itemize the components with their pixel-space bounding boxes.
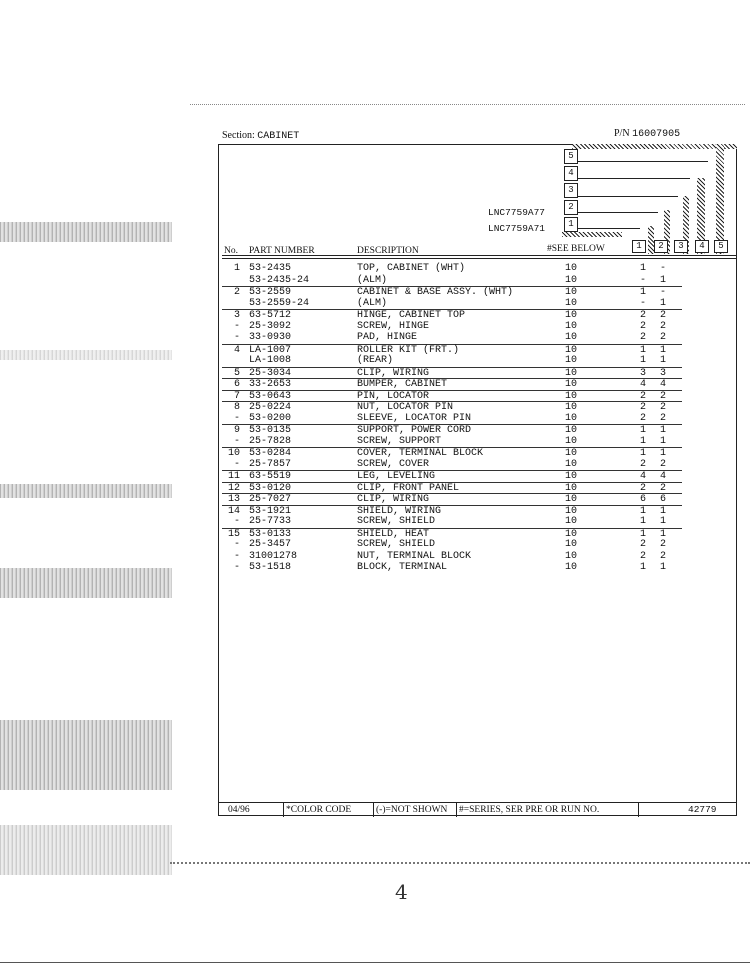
see-below-code: 10: [565, 425, 578, 436]
description: SCREW, HINGE: [357, 320, 430, 332]
qty-model-2: 1: [660, 528, 667, 540]
item-number: 4: [234, 344, 241, 356]
see-below-code: 10: [565, 287, 578, 298]
qty-model-1: -: [640, 297, 647, 309]
part-number: 63-5712: [249, 310, 292, 321]
qty-model-1: 1: [640, 263, 647, 274]
part-number: 53-2559: [249, 287, 292, 298]
see-below-code: 10: [565, 494, 578, 505]
stair-line: [578, 196, 678, 197]
table-row: [222, 321, 682, 333]
see-below-code: 10: [565, 355, 578, 366]
scan-noise-strip: [0, 825, 172, 875]
item-number: -: [234, 332, 241, 343]
part-number: 53-2435-24: [249, 274, 310, 286]
description: TOP, CABINET (WHT): [357, 263, 466, 274]
item-number: 6: [234, 379, 241, 390]
part-number: 25-3457: [249, 539, 292, 550]
see-below-code: 10: [565, 412, 578, 424]
description: (REAR): [357, 355, 394, 366]
scan-noise-strip: [0, 720, 172, 790]
table-row: [222, 551, 682, 563]
item-number: -: [234, 412, 241, 424]
footer-series: #=SERIES, SER PRE OR RUN NO.: [459, 805, 600, 815]
see-below-code: 10: [565, 516, 578, 527]
description: COVER, TERMINAL BLOCK: [357, 448, 484, 459]
qty-model-1: 2: [640, 310, 647, 321]
description: CLIP, FRONT PANEL: [357, 482, 460, 494]
section-label: [222, 130, 299, 142]
description: SLEEVE, LOCATOR PIN: [357, 412, 472, 424]
qty-model-2: 1: [660, 355, 667, 366]
qty-model-1: 1: [640, 562, 647, 573]
qty-model-2: 2: [660, 482, 667, 494]
see-below-code: 10: [565, 448, 578, 459]
description: CLIP, WIRING: [357, 494, 430, 505]
qty-model-2: 1: [660, 344, 667, 356]
part-number: 33-2653: [249, 379, 292, 390]
table-row: [222, 413, 682, 425]
table-row: [222, 459, 682, 471]
column-header-no: No.: [224, 246, 238, 256]
part-number: LA-1007: [249, 344, 292, 356]
variant-column-number: 3: [674, 240, 688, 253]
qty-model-1: 1: [640, 355, 647, 366]
footer-date: 04/96: [228, 805, 250, 815]
table-row: [222, 332, 682, 344]
see-below-code: 10: [565, 402, 578, 413]
item-number: 11: [228, 471, 241, 482]
qty-model-2: -: [660, 287, 667, 298]
item-number: 5: [234, 367, 241, 379]
qty-model-1: 1: [640, 448, 647, 459]
see-below-code: 10: [565, 435, 578, 447]
description: PIN, LOCATOR: [357, 390, 430, 402]
column-header-see-below: #SEE BELOW: [547, 244, 605, 254]
footer-not-shown: (-)=NOT SHOWN: [376, 805, 448, 815]
see-below-code: 10: [565, 310, 578, 321]
qty-model-2: 1: [660, 274, 667, 286]
qty-model-2: 2: [660, 320, 667, 332]
qty-model-1: 1: [640, 528, 647, 540]
qty-model-1: 2: [640, 320, 647, 332]
footer-divider: [373, 803, 374, 817]
item-number: 7: [234, 390, 241, 402]
qty-model-1: -: [640, 274, 647, 286]
part-number: 53-2559-24: [249, 297, 310, 309]
item-number: -: [234, 458, 241, 470]
description: SCREW, SHIELD: [357, 539, 436, 550]
description: BLOCK, TERMINAL: [357, 562, 448, 573]
item-number: -: [234, 320, 241, 332]
page-bottom-edge: [170, 862, 750, 864]
qty-model-1: 2: [640, 402, 647, 413]
stair-number-box: 2: [564, 200, 578, 215]
part-number: 53-0133: [249, 528, 292, 540]
header-rule: [222, 255, 737, 256]
qty-model-1: 1: [640, 344, 647, 356]
item-number: -: [234, 435, 241, 447]
see-below-code: 10: [565, 505, 578, 517]
part-number: 25-3034: [249, 367, 292, 379]
scan-noise-strip: [0, 568, 172, 598]
qty-model-1: 3: [640, 367, 647, 379]
description: SCREW, COVER: [357, 458, 430, 470]
scan-noise-strip: [0, 484, 172, 498]
qty-model-1: 1: [640, 425, 647, 436]
part-number: 33-0930: [249, 332, 292, 343]
footer-divider: [638, 803, 639, 817]
scan-noise-strip: [0, 222, 172, 242]
footer-divider: [456, 803, 457, 817]
model-label: LNC7759A77: [488, 207, 546, 218]
table-row: [222, 263, 682, 275]
qty-model-2: 6: [660, 494, 667, 505]
item-number: 8: [234, 402, 241, 413]
model-label: LNC7759A71: [488, 223, 546, 234]
qty-model-2: 1: [660, 435, 667, 447]
qty-model-1: 2: [640, 332, 647, 343]
qty-model-2: 2: [660, 332, 667, 343]
qty-model-1: 2: [640, 412, 647, 424]
item-number: -: [234, 550, 241, 562]
part-number: 25-0224: [249, 402, 292, 413]
item-number: 9: [234, 425, 241, 436]
description: SCREW, SHIELD: [357, 516, 436, 527]
variant-column-number: 2: [654, 240, 668, 253]
description: LEG, LEVELING: [357, 471, 436, 482]
column-header-description: DESCRIPTION: [357, 246, 419, 256]
pn-value: 16007905: [632, 129, 681, 140]
item-number: 1: [234, 263, 241, 274]
qty-model-2: 2: [660, 402, 667, 413]
description: HINGE, CABINET TOP: [357, 310, 466, 321]
qty-model-1: 2: [640, 482, 647, 494]
stair-hatch: [572, 144, 737, 149]
qty-model-2: 1: [660, 425, 667, 436]
stair-line: [578, 212, 658, 213]
see-below-code: 10: [565, 539, 578, 550]
variant-column-number: 5: [714, 240, 728, 253]
qty-model-1: 1: [640, 287, 647, 298]
handwritten-page-mark: 4: [395, 880, 408, 904]
qty-model-1: 1: [640, 435, 647, 447]
see-below-code: 10: [565, 344, 578, 356]
qty-model-2: 1: [660, 505, 667, 517]
qty-model-1: 4: [640, 379, 647, 390]
item-number: -: [234, 516, 241, 527]
description: ROLLER KIT (FRT.): [357, 344, 460, 356]
table-row: [222, 562, 682, 574]
table-row: [222, 516, 682, 528]
stair-hatch: [716, 144, 724, 254]
stair-line: [578, 178, 690, 179]
part-number-header: [614, 128, 680, 140]
part-number: 25-7027: [249, 494, 292, 505]
section-value: CABINET: [257, 131, 300, 142]
see-below-code: 10: [565, 332, 578, 343]
legend-footer: [218, 802, 737, 817]
qty-model-2: 2: [660, 539, 667, 550]
part-number: 63-5519: [249, 471, 292, 482]
table-row: [222, 355, 682, 367]
description: SCREW, SUPPORT: [357, 435, 442, 447]
footer-divider: [283, 803, 284, 817]
table-row: [222, 298, 682, 310]
see-below-code: 10: [565, 528, 578, 540]
part-number: 31001278: [249, 550, 298, 562]
section-label-text: Section:: [222, 130, 255, 141]
see-below-code: 10: [565, 274, 578, 286]
see-below-code: 10: [565, 263, 578, 274]
qty-model-1: 2: [640, 539, 647, 550]
item-number: -: [234, 539, 241, 550]
description: NUT, LOCATOR PIN: [357, 402, 454, 413]
qty-model-2: 1: [660, 297, 667, 309]
part-number: 53-1518: [249, 562, 292, 573]
qty-model-2: 4: [660, 379, 667, 390]
description: BUMPER, CABINET: [357, 379, 448, 390]
item-number: 10: [228, 448, 241, 459]
qty-model-2: 2: [660, 412, 667, 424]
description: CABINET & BASE ASSY. (WHT): [357, 287, 514, 298]
see-below-code: 10: [565, 550, 578, 562]
qty-model-1: 2: [640, 550, 647, 562]
variant-column-number: 1: [632, 240, 646, 253]
item-number: 15: [228, 528, 241, 540]
scan-footer-line: [0, 962, 750, 963]
stair-number-box: 3: [564, 183, 578, 198]
qty-model-2: 1: [660, 516, 667, 527]
stair-line: [578, 228, 640, 229]
scan-noise-strip: [0, 350, 172, 360]
description: PAD, HINGE: [357, 332, 418, 343]
item-number: 3: [234, 310, 241, 321]
qty-model-2: 2: [660, 550, 667, 562]
page-top-edge: [190, 104, 745, 105]
part-number: 25-7733: [249, 516, 292, 527]
qty-model-1: 6: [640, 494, 647, 505]
qty-model-1: 1: [640, 505, 647, 517]
part-number: 53-0200: [249, 412, 292, 424]
see-below-code: 10: [565, 320, 578, 332]
part-number: 53-0643: [249, 390, 292, 402]
item-number: 12: [228, 482, 241, 494]
description: (ALM): [357, 297, 388, 309]
part-number: 25-7828: [249, 435, 292, 447]
see-below-code: 10: [565, 379, 578, 390]
description: SUPPORT, POWER CORD: [357, 425, 472, 436]
description: SHIELD, WIRING: [357, 505, 442, 517]
footer-doc-number: 42779: [688, 804, 717, 815]
stair-hatch: [562, 232, 622, 237]
qty-model-2: 1: [660, 448, 667, 459]
part-number: 53-1921: [249, 505, 292, 517]
pn-label: P/N: [614, 128, 630, 139]
description: SHIELD, HEAT: [357, 528, 430, 540]
table-row: [222, 436, 682, 448]
see-below-code: 10: [565, 471, 578, 482]
item-number: 2: [234, 287, 241, 298]
qty-model-1: 4: [640, 471, 647, 482]
part-number: 53-2435: [249, 263, 292, 274]
part-number: 25-7857: [249, 458, 292, 470]
see-below-code: 10: [565, 562, 578, 573]
see-below-code: 10: [565, 482, 578, 494]
item-number: 14: [228, 505, 241, 517]
description: CLIP, WIRING: [357, 367, 430, 379]
item-number: -: [234, 562, 241, 573]
see-below-code: 10: [565, 367, 578, 379]
stair-number-box: 5: [564, 149, 578, 164]
qty-model-2: 3: [660, 367, 667, 379]
qty-model-2: 1: [660, 562, 667, 573]
qty-model-1: 2: [640, 458, 647, 470]
variant-column-number: 4: [695, 240, 709, 253]
qty-model-2: 2: [660, 458, 667, 470]
qty-model-2: -: [660, 263, 667, 274]
table-row: [222, 539, 682, 551]
stair-line: [578, 161, 708, 162]
part-number: 53-0135: [249, 425, 292, 436]
stair-number-box: 4: [564, 166, 578, 181]
column-header-part-number: PART NUMBER: [249, 246, 315, 256]
stair-number-box: 1: [564, 217, 578, 232]
see-below-code: 10: [565, 297, 578, 309]
description: NUT, TERMINAL BLOCK: [357, 550, 472, 562]
footer-color-code: *COLOR CODE: [286, 805, 352, 815]
part-number: LA-1008: [249, 355, 292, 366]
qty-model-2: 2: [660, 310, 667, 321]
header-rule: [222, 258, 737, 259]
see-below-code: 10: [565, 458, 578, 470]
table-row: [222, 275, 682, 287]
qty-model-1: 1: [640, 516, 647, 527]
part-number: 25-3092: [249, 320, 292, 332]
see-below-code: 10: [565, 390, 578, 402]
qty-model-2: 2: [660, 390, 667, 402]
item-number: 13: [228, 494, 241, 505]
qty-model-2: 4: [660, 471, 667, 482]
description: (ALM): [357, 274, 388, 286]
part-number: 53-0120: [249, 482, 292, 494]
qty-model-1: 2: [640, 390, 647, 402]
part-number: 53-0284: [249, 448, 292, 459]
